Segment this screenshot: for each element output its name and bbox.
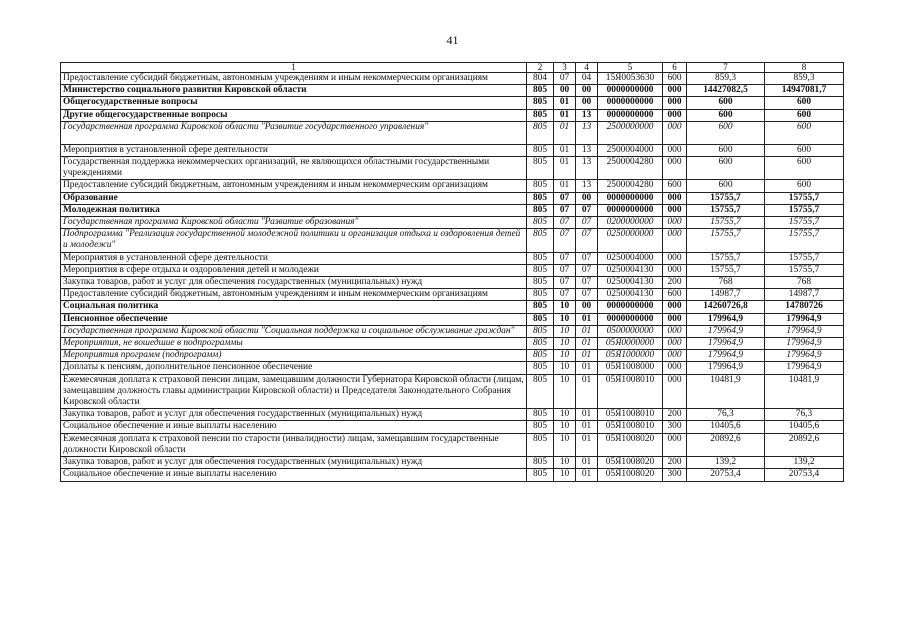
page-number: 41 <box>446 33 459 47</box>
admin-code: 805 <box>527 374 554 409</box>
expense-type: 200 <box>663 457 687 469</box>
expense-type: 000 <box>663 192 687 204</box>
table-row <box>61 301 844 313</box>
column-header: 8 <box>765 63 844 73</box>
admin-code: 804 <box>527 73 554 85</box>
amount-year-1: 15755,7 <box>687 264 765 276</box>
expense-type: 000 <box>663 264 687 276</box>
amount-year-1: 15755,7 <box>687 217 765 229</box>
row-name: Пенсионное обеспечение <box>61 313 527 325</box>
row-name: Доплаты к пенсиям, дополнительное пенсионное обеспечение <box>61 362 527 374</box>
section-code: 10 <box>554 301 576 313</box>
row-name: Ежемесячная доплата к страховой пенсии по старости (инвалидности) лицам, замещавшим государственные должности Кировской области <box>61 433 527 456</box>
row-name: Мероприятия программ (подпрограмм) <box>61 350 527 362</box>
table-row <box>61 457 844 469</box>
section-code: 07 <box>554 289 576 301</box>
table-row <box>61 204 844 216</box>
amount-year-1: 76,3 <box>687 409 765 421</box>
amount-year-2: 179964,9 <box>765 350 844 362</box>
amount-year-2: 768 <box>765 277 844 289</box>
amount-year-2: 76,3 <box>765 409 844 421</box>
table-row <box>61 350 844 362</box>
amount-year-2: 600 <box>765 97 844 109</box>
admin-code: 805 <box>527 252 554 264</box>
amount-year-2: 14947081,7 <box>765 85 844 97</box>
budget-table <box>60 62 844 482</box>
expense-type: 000 <box>663 109 687 121</box>
expense-type: 000 <box>663 229 687 252</box>
amount-year-1: 179964,9 <box>687 362 765 374</box>
row-name: Государственная программа Кировской области "Социальная поддержка и социальное обслуживание граждан" <box>61 325 527 337</box>
table-row <box>61 252 844 264</box>
row-name: Социальное обеспечение и иные выплаты населению <box>61 421 527 433</box>
amount-year-1: 10405,6 <box>687 421 765 433</box>
amount-year-2: 15755,7 <box>765 192 844 204</box>
amount-year-2: 600 <box>765 157 844 180</box>
section-code: 07 <box>554 204 576 216</box>
section-code: 10 <box>554 421 576 433</box>
section-code: 10 <box>554 457 576 469</box>
section-code: 01 <box>554 109 576 121</box>
target-article: 2500000000 <box>598 121 663 144</box>
amount-year-1: 600 <box>687 180 765 192</box>
target-article: 0000000000 <box>598 313 663 325</box>
section-code: 07 <box>554 277 576 289</box>
row-name: Закупка товаров, работ и услуг для обеспечения государственных (муниципальных) нужд <box>61 457 527 469</box>
row-name: Государственная программа Кировской области "Развитие государственного управления" <box>61 121 527 144</box>
admin-code: 805 <box>527 301 554 313</box>
target-article: 05Я1008010 <box>598 421 663 433</box>
amount-year-1: 768 <box>687 277 765 289</box>
admin-code: 805 <box>527 469 554 481</box>
amount-year-2: 179964,9 <box>765 313 844 325</box>
target-article: 0200000000 <box>598 217 663 229</box>
subsection-code: 07 <box>576 264 598 276</box>
subsection-code: 01 <box>576 409 598 421</box>
column-header: 7 <box>687 63 765 73</box>
expense-type: 000 <box>663 313 687 325</box>
expense-type: 600 <box>663 289 687 301</box>
subsection-code: 04 <box>576 73 598 85</box>
table-row <box>61 144 844 156</box>
amount-year-1: 600 <box>687 157 765 180</box>
subsection-code: 00 <box>576 85 598 97</box>
target-article: 2500004000 <box>598 144 663 156</box>
amount-year-1: 15755,7 <box>687 252 765 264</box>
expense-type: 000 <box>663 157 687 180</box>
amount-year-2: 15755,7 <box>765 264 844 276</box>
section-code: 10 <box>554 325 576 337</box>
amount-year-1: 179964,9 <box>687 313 765 325</box>
expense-type: 000 <box>663 121 687 144</box>
target-article: 0000000000 <box>598 204 663 216</box>
expense-type: 200 <box>663 277 687 289</box>
section-code: 01 <box>554 157 576 180</box>
section-code: 07 <box>554 264 576 276</box>
row-name: Государственная поддержка некоммерческих организаций, не являющихся областными государственными учреждениями <box>61 157 527 180</box>
table-row <box>61 421 844 433</box>
section-code: 10 <box>554 433 576 456</box>
section-code: 07 <box>554 229 576 252</box>
table-row <box>61 264 844 276</box>
row-name: Мероприятия в сфере отдыха и оздоровления детей и молодежи <box>61 264 527 276</box>
section-code: 10 <box>554 362 576 374</box>
section-code: 07 <box>554 217 576 229</box>
section-code: 10 <box>554 350 576 362</box>
target-article: 2500004280 <box>598 180 663 192</box>
row-name: Министерство социального развития Кировской области <box>61 85 527 97</box>
expense-type: 600 <box>663 180 687 192</box>
expense-type: 300 <box>663 421 687 433</box>
admin-code: 805 <box>527 362 554 374</box>
table-row <box>61 217 844 229</box>
target-article: 05Я1008020 <box>598 457 663 469</box>
amount-year-2: 139,2 <box>765 457 844 469</box>
target-article: 0250004130 <box>598 289 663 301</box>
amount-year-1: 20753,4 <box>687 469 765 481</box>
amount-year-2: 15755,7 <box>765 204 844 216</box>
subsection-code: 01 <box>576 338 598 350</box>
expense-type: 600 <box>663 73 687 85</box>
amount-year-1: 14427082,5 <box>687 85 765 97</box>
subsection-code: 01 <box>576 362 598 374</box>
subsection-code: 01 <box>576 374 598 409</box>
target-article: 0250000000 <box>598 229 663 252</box>
target-article: 05Я0000000 <box>598 338 663 350</box>
row-name: Предоставление субсидий бюджетным, автономным учреждениям и иным некоммерческим организациям <box>61 180 527 192</box>
target-article: 05Я1000000 <box>598 350 663 362</box>
row-name: Ежемесячная доплата к страховой пенсии лицам, замещавшим должности Губернатора Кировской области (лицам, замещавшим должность главы администрации Кировской области) и Председателя Законодательного Собрания Кировской области <box>61 374 527 409</box>
table-row <box>61 433 844 456</box>
table-row <box>61 362 844 374</box>
row-name: Мероприятия в установленной сфере деятельности <box>61 252 527 264</box>
table-row <box>61 121 844 144</box>
admin-code: 805 <box>527 229 554 252</box>
admin-code: 805 <box>527 313 554 325</box>
admin-code: 805 <box>527 204 554 216</box>
row-name: Другие общегосударственные вопросы <box>61 109 527 121</box>
amount-year-2: 15755,7 <box>765 217 844 229</box>
row-name: Государственная программа Кировской области "Развитие образования" <box>61 217 527 229</box>
expense-type: 000 <box>663 97 687 109</box>
table-row <box>61 325 844 337</box>
admin-code: 805 <box>527 421 554 433</box>
amount-year-1: 859,3 <box>687 73 765 85</box>
column-number-row <box>61 63 844 73</box>
table-row <box>61 97 844 109</box>
row-name: Молодежная политика <box>61 204 527 216</box>
table-row <box>61 192 844 204</box>
column-header: 4 <box>576 63 598 73</box>
target-article: 0000000000 <box>598 192 663 204</box>
target-article: 0250004130 <box>598 264 663 276</box>
amount-year-1: 15755,7 <box>687 229 765 252</box>
table-row <box>61 73 844 85</box>
section-code: 01 <box>554 121 576 144</box>
subsection-code: 07 <box>576 217 598 229</box>
table-row <box>61 469 844 481</box>
admin-code: 805 <box>527 157 554 180</box>
target-article: 05Я1008010 <box>598 374 663 409</box>
column-header: 2 <box>527 63 554 73</box>
subsection-code: 01 <box>576 457 598 469</box>
expense-type: 000 <box>663 301 687 313</box>
amount-year-1: 179964,9 <box>687 350 765 362</box>
amount-year-2: 14987,7 <box>765 289 844 301</box>
row-name: Образование <box>61 192 527 204</box>
amount-year-2: 859,3 <box>765 73 844 85</box>
subsection-code: 00 <box>576 192 598 204</box>
subsection-code: 13 <box>576 109 598 121</box>
expense-type: 000 <box>663 350 687 362</box>
amount-year-1: 15755,7 <box>687 204 765 216</box>
amount-year-1: 600 <box>687 109 765 121</box>
amount-year-1: 600 <box>687 97 765 109</box>
row-name: Общегосударственные вопросы <box>61 97 527 109</box>
row-name: Подпрограмма "Реализация государственной молодежной политики и организация отдыха и оздоровления детей и молодежи" <box>61 229 527 252</box>
amount-year-1: 20892,6 <box>687 433 765 456</box>
subsection-code: 00 <box>576 301 598 313</box>
amount-year-1: 179964,9 <box>687 325 765 337</box>
table-row <box>61 277 844 289</box>
target-article: 0000000000 <box>598 301 663 313</box>
subsection-code: 01 <box>576 469 598 481</box>
section-code: 07 <box>554 73 576 85</box>
admin-code: 805 <box>527 325 554 337</box>
row-name: Мероприятия, не вошедшие в подпрограммы <box>61 338 527 350</box>
subsection-code: 00 <box>576 97 598 109</box>
table-row <box>61 85 844 97</box>
expense-type: 000 <box>663 217 687 229</box>
row-name: Предоставление субсидий бюджетным, автономным учреждениям и иным некоммерческим организациям <box>61 73 527 85</box>
amount-year-2: 600 <box>765 109 844 121</box>
table-row <box>61 157 844 180</box>
section-code: 01 <box>554 180 576 192</box>
column-header: 6 <box>663 63 687 73</box>
column-header: 5 <box>598 63 663 73</box>
amount-year-1: 15755,7 <box>687 192 765 204</box>
admin-code: 805 <box>527 264 554 276</box>
amount-year-1: 600 <box>687 121 765 144</box>
expense-type: 000 <box>663 374 687 409</box>
target-article: 15Я0053630 <box>598 73 663 85</box>
amount-year-2: 10481,9 <box>765 374 844 409</box>
row-name: Закупка товаров, работ и услуг для обеспечения государственных (муниципальных) нужд <box>61 277 527 289</box>
amount-year-1: 10481,9 <box>687 374 765 409</box>
amount-year-2: 600 <box>765 180 844 192</box>
target-article: 2500004280 <box>598 157 663 180</box>
subsection-code: 13 <box>576 144 598 156</box>
table-row <box>61 180 844 192</box>
amount-year-1: 14260726,8 <box>687 301 765 313</box>
table-row <box>61 409 844 421</box>
row-name: Мероприятия в установленной сфере деятельности <box>61 144 527 156</box>
section-code: 10 <box>554 313 576 325</box>
column-header: 3 <box>554 63 576 73</box>
section-code: 01 <box>554 97 576 109</box>
subsection-code: 01 <box>576 350 598 362</box>
subsection-code: 07 <box>576 277 598 289</box>
expense-type: 000 <box>663 204 687 216</box>
subsection-code: 01 <box>576 313 598 325</box>
table-row <box>61 338 844 350</box>
table-row <box>61 229 844 252</box>
target-article: 0000000000 <box>598 109 663 121</box>
amount-year-2: 15755,7 <box>765 252 844 264</box>
section-code: 10 <box>554 374 576 409</box>
subsection-code: 01 <box>576 325 598 337</box>
admin-code: 805 <box>527 121 554 144</box>
expense-type: 200 <box>663 409 687 421</box>
table-row <box>61 374 844 409</box>
admin-code: 805 <box>527 144 554 156</box>
section-code: 00 <box>554 85 576 97</box>
section-code: 10 <box>554 338 576 350</box>
section-code: 01 <box>554 144 576 156</box>
admin-code: 805 <box>527 97 554 109</box>
admin-code: 805 <box>527 277 554 289</box>
row-name: Социальное обеспечение и иные выплаты населению <box>61 469 527 481</box>
amount-year-1: 139,2 <box>687 457 765 469</box>
subsection-code: 07 <box>576 289 598 301</box>
subsection-code: 07 <box>576 252 598 264</box>
expense-type: 000 <box>663 144 687 156</box>
row-name: Социальная политика <box>61 301 527 313</box>
expense-type: 000 <box>663 433 687 456</box>
amount-year-1: 179964,9 <box>687 338 765 350</box>
expense-type: 000 <box>663 338 687 350</box>
amount-year-2: 20892,6 <box>765 433 844 456</box>
amount-year-2: 600 <box>765 144 844 156</box>
amount-year-2: 15755,7 <box>765 229 844 252</box>
target-article: 0500000000 <box>598 325 663 337</box>
target-article: 05Я1008010 <box>598 409 663 421</box>
expense-type: 300 <box>663 469 687 481</box>
table-row <box>61 109 844 121</box>
expense-type: 000 <box>663 362 687 374</box>
admin-code: 805 <box>527 338 554 350</box>
subsection-code: 01 <box>576 421 598 433</box>
target-article: 0250004130 <box>598 277 663 289</box>
target-article: 05Я1008020 <box>598 433 663 456</box>
section-code: 10 <box>554 409 576 421</box>
amount-year-1: 14987,7 <box>687 289 765 301</box>
amount-year-2: 10405,6 <box>765 421 844 433</box>
subsection-code: 01 <box>576 433 598 456</box>
target-article: 0250004000 <box>598 252 663 264</box>
target-article: 0000000000 <box>598 85 663 97</box>
admin-code: 805 <box>527 350 554 362</box>
admin-code: 805 <box>527 217 554 229</box>
subsection-code: 13 <box>576 157 598 180</box>
expense-type: 000 <box>663 252 687 264</box>
expense-type: 000 <box>663 85 687 97</box>
target-article: 05Я1008020 <box>598 469 663 481</box>
target-article: 0000000000 <box>598 97 663 109</box>
admin-code: 805 <box>527 109 554 121</box>
amount-year-2: 600 <box>765 121 844 144</box>
amount-year-2: 179964,9 <box>765 325 844 337</box>
admin-code: 805 <box>527 433 554 456</box>
subsection-code: 07 <box>576 229 598 252</box>
admin-code: 805 <box>527 192 554 204</box>
row-name: Закупка товаров, работ и услуг для обеспечения государственных (муниципальных) нужд <box>61 409 527 421</box>
admin-code: 805 <box>527 180 554 192</box>
admin-code: 805 <box>527 409 554 421</box>
admin-code: 805 <box>527 85 554 97</box>
section-code: 07 <box>554 252 576 264</box>
amount-year-2: 14780726 <box>765 301 844 313</box>
row-name: Предоставление субсидий бюджетным, автономным учреждениям и иным некоммерческим организациям <box>61 289 527 301</box>
section-code: 10 <box>554 469 576 481</box>
subsection-code: 13 <box>576 121 598 144</box>
expense-type: 000 <box>663 325 687 337</box>
subsection-code: 07 <box>576 204 598 216</box>
amount-year-1: 600 <box>687 144 765 156</box>
amount-year-2: 179964,9 <box>765 362 844 374</box>
subsection-code: 13 <box>576 180 598 192</box>
amount-year-2: 179964,9 <box>765 338 844 350</box>
amount-year-2: 20753,4 <box>765 469 844 481</box>
admin-code: 805 <box>527 457 554 469</box>
table-row <box>61 289 844 301</box>
admin-code: 805 <box>527 289 554 301</box>
column-header: 1 <box>61 63 527 73</box>
section-code: 07 <box>554 192 576 204</box>
table-row <box>61 313 844 325</box>
target-article: 05Я1008000 <box>598 362 663 374</box>
